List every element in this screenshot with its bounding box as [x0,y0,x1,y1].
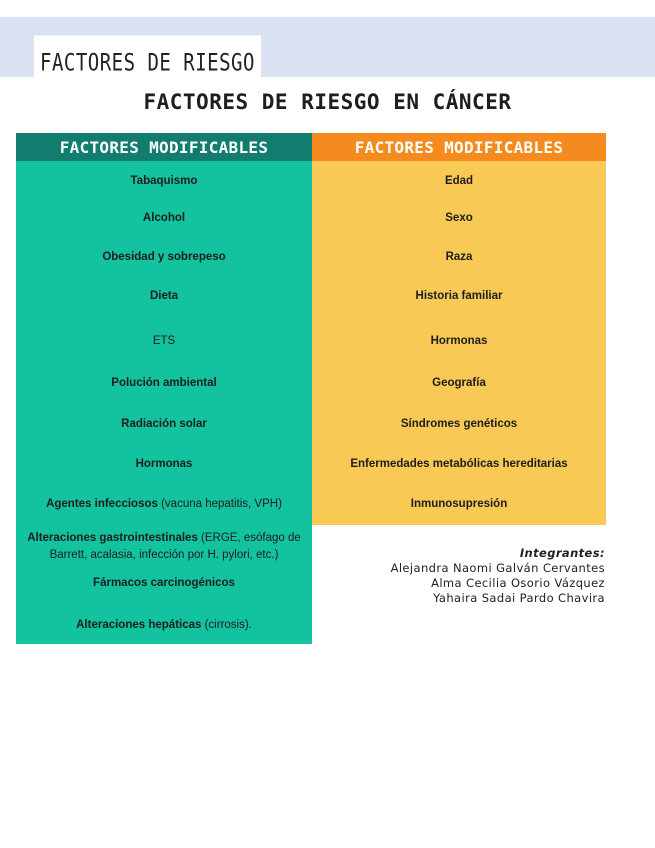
list-item [312,416,606,433]
list-item [16,210,312,227]
item-label: Agentes infecciosos [46,498,158,510]
list-item [16,496,312,513]
team-member: Alma Cecilia Osorio Vázquez [431,576,605,590]
right-column-heading: FACTORES MODIFICABLES [312,133,606,161]
team-member: Yahaira Sadai Pardo Chavira [433,591,605,605]
item-label: Hormonas [135,458,193,470]
item-label: ETS [152,335,176,347]
item-label: Radiación solar [121,418,207,430]
item-label: Obesidad y sobrepeso [102,251,226,263]
header-tag: FACTORES DE RIESGO [34,36,261,91]
item-label: Geografía [432,377,486,389]
list-item [16,333,312,350]
item-label: Historia familiar [415,290,503,302]
list-item [16,375,312,392]
list-item [16,456,312,473]
left-column-body [16,161,312,644]
item-label: Tabaquismo [130,175,198,187]
item-label: Alteraciones hepáticas [76,619,202,631]
item-detail: (cirrosis). [201,619,252,631]
page-title: FACTORES DE RIESGO EN CÁNCER [143,90,512,114]
list-item [16,249,312,266]
item-label: Enfermedades metabólicas hereditarias [350,458,568,470]
item-detail: (vacuna hepatitis, VPH) [157,498,282,510]
list-item [312,496,606,513]
list-item [16,173,312,190]
team-credits [391,546,605,606]
right-column-body [312,161,606,525]
item-label: Polución ambiental [111,377,217,389]
item-label: Alteraciones gastrointestinales [27,532,198,544]
list-item [312,288,606,305]
list-item [312,333,606,350]
list-item [312,210,606,227]
item-label: Sexo [445,212,473,224]
item-detail: (ERGE, esófago de Barrett, acalasia, infección por H. pylori, etc.) [49,532,301,561]
team-member: Alejandra Naomi Galván Cervantes [390,561,605,575]
list-item [24,530,304,564]
list-item [16,288,312,305]
item-label: Dieta [149,290,179,302]
team-label: Integrantes: [519,546,605,560]
list-item [312,375,606,392]
modifiable-factors-column [16,133,312,644]
left-column-heading: FACTORES MODIFICABLES [16,133,312,161]
item-label: Raza [445,251,473,263]
list-item [312,249,606,266]
item-label: Edad [444,175,474,187]
list-item [312,456,606,473]
item-label: Síndromes genéticos [400,418,518,430]
item-label: Inmunosupresión [410,498,508,510]
item-label: Alcohol [142,212,186,224]
header-band [0,17,655,77]
list-item [16,617,312,634]
non-modifiable-factors-column [312,133,606,525]
list-item [312,173,606,190]
item-label: Fármacos carcinogénicos [93,577,235,589]
item-label: Hormonas [430,335,488,347]
list-item [16,416,312,433]
list-item [16,575,312,592]
